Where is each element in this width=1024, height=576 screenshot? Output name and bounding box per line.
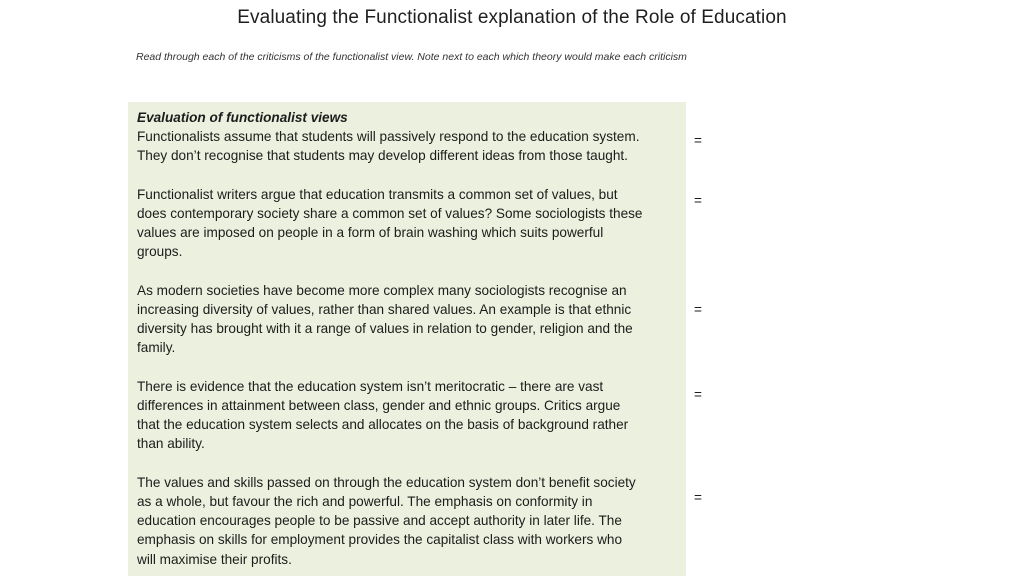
criticism-2-line-4: groups.	[137, 244, 183, 260]
criticism-1-line-2: They don’t recognise that students may develop different ideas from those taught.	[137, 148, 628, 164]
answer-marker-4: =	[694, 387, 702, 402]
criticism-3-line-2: increasing diversity of values, rather than shared values. An example is that ethnic	[137, 302, 632, 317]
criticism-4-line-1: There is evidence that the education system isn’t meritocratic – there are vast	[137, 378, 604, 394]
evaluation-box	[128, 102, 686, 576]
criticism-5-line-2: as a whole, but favour the rich and powerful. The emphasis on conformity in	[137, 494, 593, 509]
criticism-2-line-1: Functionalist writers argue that education transmits a common set of values, but	[137, 186, 618, 202]
criticism-2-line-2: does contemporary society share a common set of values? Some sociologists these	[137, 206, 643, 221]
criticism-4-line-4: than ability.	[137, 436, 205, 452]
page-title: Evaluating the Functionalist explanation of the Role of Education	[237, 7, 787, 28]
criticism-3-line-4: family.	[137, 340, 176, 356]
criticism-2-line-3: values are imposed on people in a form of brain washing which suits powerful	[137, 225, 604, 241]
criticism-paragraph-5	[137, 473, 680, 569]
answer-marker-2: =	[694, 193, 702, 208]
answer-marker-5: =	[694, 490, 702, 505]
criticism-5-line-5: will maximise their profits.	[137, 551, 292, 567]
criticism-5-line-1: The values and skills passed on through the education system don’t benefit society	[137, 474, 636, 490]
criticism-paragraph-1	[137, 127, 680, 165]
criticism-4-line-2: differences in attainment between class, gender and ethnic groups. Critics argue	[137, 398, 621, 413]
criticism-5-line-3: education encourages people to be passive and accept authority in later life. The	[137, 513, 622, 529]
criticism-paragraph-4	[137, 377, 680, 454]
evaluation-heading: Evaluation of functionalist views	[137, 110, 348, 125]
criticism-4-line-3: that the education system selects and allocates on the basis of background rather	[137, 417, 629, 433]
criticism-paragraph-3	[137, 281, 680, 358]
criticism-3-line-3: diversity has brought with it a range of values in relation to gender, religion and the	[137, 321, 633, 337]
criticism-3-line-1: As modern societies have become more complex many sociologists recognise an	[137, 282, 627, 298]
criticism-paragraph-2	[137, 185, 680, 262]
criticism-1-line-1: Functionalists assume that students will passively respond to the education system.	[137, 129, 640, 145]
answer-marker-3: =	[694, 302, 702, 317]
answer-marker-1: =	[694, 133, 702, 148]
criticism-5-line-4: emphasis on skills for employment provides the capitalist class with workers who	[137, 532, 623, 548]
instruction-text: Read through each of the criticisms of the functionalist view. Note next to each which theory would make each criticism	[136, 51, 687, 63]
